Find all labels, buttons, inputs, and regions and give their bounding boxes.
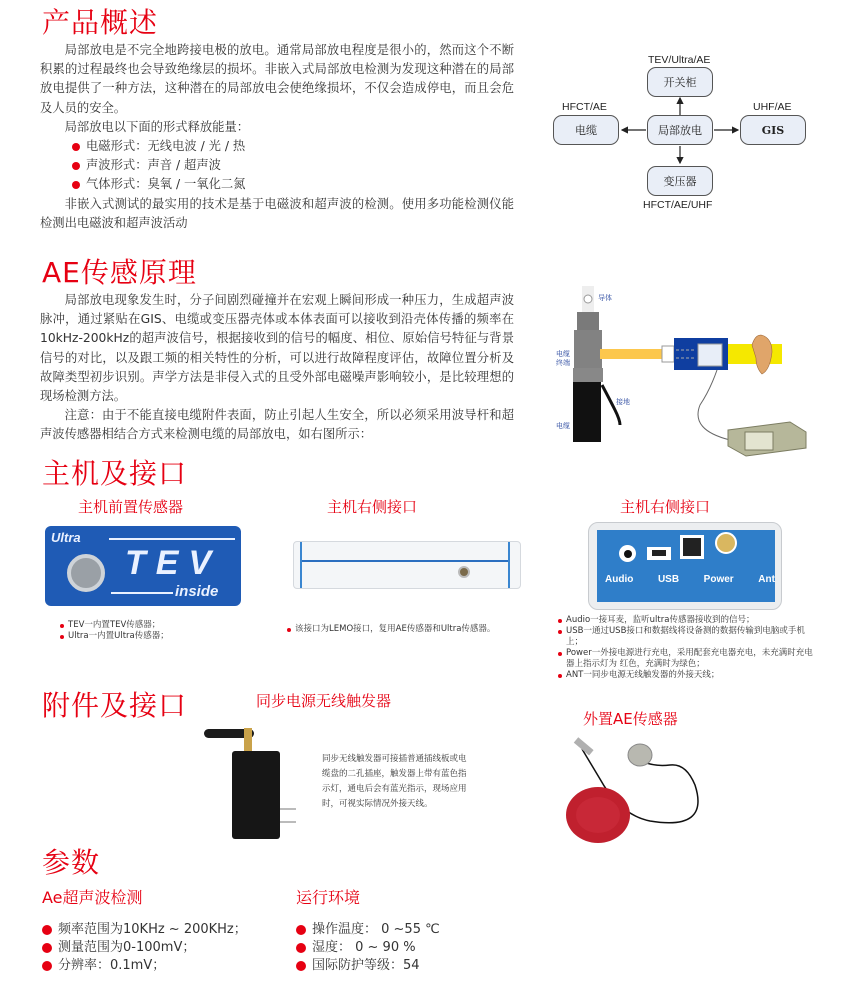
port-label-ant: Ant: [758, 574, 775, 585]
list-item: 该接口为LEMO接口，复用AE传感器和Ultra传感器。: [287, 624, 495, 635]
antenna-port-icon: [715, 532, 737, 554]
cable-box: 电缆: [553, 115, 619, 145]
list-item: 分辨率：0.1mV；: [42, 957, 247, 975]
switchgear-box: 开关柜: [647, 67, 713, 97]
list-item: 频率范围为10KHz ~ 200KHz；: [42, 921, 247, 939]
trigger-device-image: [200, 725, 300, 840]
overview-title: 产品概述: [42, 6, 159, 39]
list-item: Audio一接耳麦，监听ultra传感器接收到的信号；: [558, 615, 816, 626]
port-label-audio: Audio: [605, 574, 634, 585]
inside-logo-text: inside: [175, 583, 219, 600]
list-item: Power一外接电源进行充电，采用配套充电器充电，未充满时充电器上指示灯为 红色，充满时为绿色；: [558, 648, 816, 670]
left-label: HFCT/AE: [562, 101, 607, 113]
gis-box: GIS: [740, 115, 806, 145]
list-item: 气体形式：臭氧 / 一氧化二氮: [70, 175, 514, 194]
list-item: 测量范围为0-100mV；: [42, 939, 247, 957]
env-params-list: [296, 921, 440, 975]
list-item: USB一通过USB接口和数据线将设备测的数据传输到电脑或手机上；: [558, 626, 816, 648]
ae-text: [40, 291, 514, 445]
lemo-connector-icon: [458, 566, 470, 578]
ae-paragraph: 注意：由于不能直接电缆附件表面，防止引起人生安全，所以必须采用波导杆和超声波传感器相结合方式来检测电缆的局部放电，如右图所示：: [40, 408, 514, 442]
overview-text: [40, 41, 514, 233]
overview-paragraph: 局部放电以下面的形式释放能量：: [64, 119, 250, 134]
power-port-icon: [680, 535, 704, 559]
env-params-title: 运行环境: [296, 888, 361, 907]
list-item: 操作温度： 0 ~55 ℃: [296, 921, 440, 939]
usb-port-icon: [647, 547, 671, 560]
conductor-label: 导体: [598, 295, 612, 302]
bottom-label: HFCT/AE/UHF: [643, 199, 713, 211]
right-port-title-2: 主机右侧接口: [620, 498, 711, 516]
list-item: 电磁形式：无线电波 / 光 / 热: [70, 137, 514, 156]
list-item: 声波形式：声音 / 超声波: [70, 156, 514, 175]
tev-logo-text: TEV: [125, 544, 222, 582]
ultrasonic-sensor-icon: [67, 554, 105, 592]
audio-jack-icon: [619, 545, 636, 562]
port-panel: [588, 522, 782, 610]
logo-line: [109, 538, 235, 540]
overview-paragraph: 局部放电是不完全地跨接电极的放电。通常局部放电程度是很小的，然而这个不断积累的过程最终也会导致绝缘层的损坏。非嵌入式局部放电检测为发现这种潜在的局部放电提供了一种方法，这种潜在的局部放电会使绝缘损坏，不仅会造成停电，而且会危及人员的安全。: [40, 43, 514, 115]
host-title: 主机及接口: [42, 457, 188, 490]
right-port-title-1: 主机右侧接口: [327, 498, 418, 516]
lemo-notes: [287, 624, 495, 635]
list-item: TEV一内置TEV传感器；: [60, 620, 169, 631]
port-label-power: Power: [703, 574, 734, 585]
pd-diagram: [550, 40, 850, 220]
params-title: 参数: [42, 846, 101, 879]
front-sensor-title: 主机前置传感器: [78, 498, 184, 516]
ground-label: 接地: [616, 399, 630, 406]
ae-sensor-title: 外置AE传感器: [583, 710, 678, 728]
ultra-logo-text: Ultra: [51, 530, 81, 545]
list-item: 湿度： 0 ~ 90 %: [296, 939, 440, 957]
list-item: 国际防护等级：54: [296, 957, 440, 975]
tev-sensor-panel: [45, 526, 241, 606]
top-label: TEV/Ultra/AE: [648, 54, 711, 66]
logo-line: [111, 592, 173, 594]
accessories-title: 附件及接口: [42, 689, 188, 722]
port-label-usb: USB: [657, 574, 680, 585]
energy-forms-list: [70, 137, 514, 195]
trigger-title: 同步电源无线触发器: [256, 692, 392, 710]
list-item: ANT一同步电源无线触发器的外接天线；: [558, 670, 816, 681]
transformer-box: 变压器: [647, 166, 713, 196]
ae-params-list: [42, 921, 247, 975]
pd-center-box: 局部放电: [647, 115, 713, 145]
ae-params-title: Ae超声波检测: [42, 888, 143, 907]
list-item: Ultra一内置Ultra传感器；: [60, 631, 169, 642]
external-ae-sensor-image: [560, 735, 740, 843]
right-label: UHF/AE: [753, 101, 792, 113]
front-notes: [60, 620, 169, 642]
trigger-description: 同步无线触发器可接插普通插线板或电缆盘的二孔插座，触发器上带有蓝色指示灯，通电后会有蓝光指示，现场应用时，可视实际情况外接天线。: [322, 754, 467, 809]
cable-label: 电缆: [556, 423, 570, 430]
port-labels: [605, 574, 775, 585]
ae-paragraph: 局部放电现象发生时，分子间剧烈碰撞并在宏观上瞬间形成一种压力，生成超声波脉冲，通过紧贴在GIS、电缆或变压器壳体或本体表面可以接收到沿壳体传播的频率在10kHz-200kHz的超声波信号，根据接收到的信号的幅度、相位、原始信号特征与背景信号的对比，以及跟工频的相关特性的分析，可以进行故障程度评估，故障位置分析及故障类型初步识别。声学方法是非侵入式的且受外部电磁噪声影响较小，是比较理想的现场检测方法。: [40, 293, 514, 404]
overview-closing: 非嵌入式测试的最实用的技术是基于电磁波和超声波的检测。使用多功能检测仪能检测出电磁波和超声波活动: [40, 196, 514, 230]
cable-sensor-drawing: [550, 270, 850, 460]
lemo-device-side: [293, 541, 521, 589]
terminal-label: 电缆终端: [556, 351, 570, 367]
port-notes: [558, 615, 816, 681]
ae-cable-illustration: [550, 270, 850, 460]
ae-title: AE传感原理: [42, 256, 197, 289]
